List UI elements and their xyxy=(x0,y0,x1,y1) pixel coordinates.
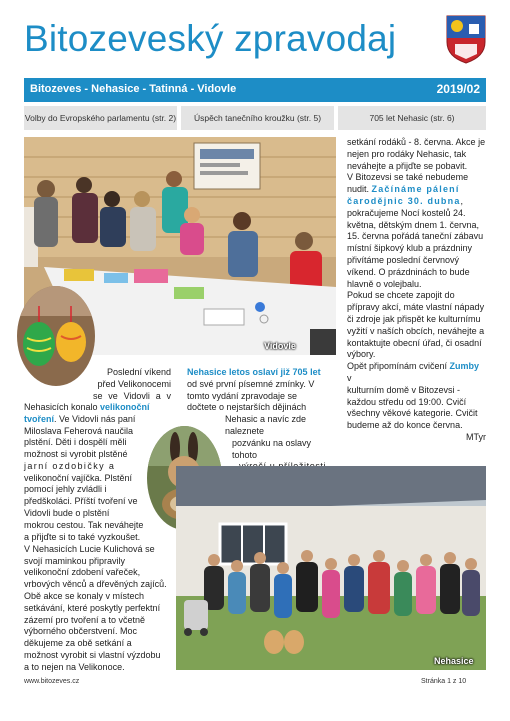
header-bar xyxy=(24,78,486,102)
issue-number: 2019/02 xyxy=(436,82,480,96)
author-signature: MTyr xyxy=(466,431,486,442)
article-easter: Nehasicích konalo velikonoční tvoření. Ve Vidovli nás paní Miloslava Feherová naučila plstění. Děti i dospělí měli xyxy=(24,402,150,448)
coat-of-arms-icon xyxy=(445,14,487,64)
article-nehasice-705: Nehasice letos oslaví již 705 let od své první písemné zmínky. V tomto vydání zpravodaje se dočtete o nejstarších dějinách Nehasic a navíc zde naleznete pozvánku na oslavy tohoto xyxy=(187,367,335,473)
villages-list: Bitozeves - Nehasice - Tatinná - Vidovle xyxy=(30,83,237,95)
newsletter-title: Bitozeveský zpravodaj xyxy=(24,18,397,59)
highlight-705-years: Nehasice letos oslaví již 705 let xyxy=(187,367,321,377)
article-easter-cont: možnost si vyrobit plstěné jarní ozdobičky a velikonoční vajíčka. Plstění pomocí jehly zvládli i předškoláci. Příští tvoření ve Vidovli bude o plstění mokrou cestou. Tak neváhejte xyxy=(24,449,144,530)
tab-elections[interactable]: Volby do Evropského parlamentu (str. 2) xyxy=(24,106,177,130)
article-easter-intro: Poslední víkend před Velikonocemi se ve Vidovli a v xyxy=(93,367,171,401)
photo-label-vidovle: Vidovle xyxy=(264,341,296,351)
photo-felted-eggs xyxy=(17,286,95,386)
tab-705-years[interactable]: 705 let Nehasic (str. 6) xyxy=(338,106,486,130)
photo-nehasice-group xyxy=(176,466,486,670)
article-easter-nehasice: a přijďte si to také vyzkoušet. V Nehasicích Lucie Kulichová se svojí maminkou připravily velikonoční zdobení vařeček, vrbových věnců a dřevěných zajíců. Obě akce se konaly v místech setkávání, které poskytly perfektní zázemí pro tvoření a to včetně výborného občerstvení. Moc děkujeme za obě setkání a možnost vyrobit si vlastní výzdobu a to nejen na Velikonoce. xyxy=(24,532,167,672)
contents-tabs xyxy=(24,106,486,130)
highlight-easter-crafting: velikonoční xyxy=(100,402,150,412)
website-link[interactable]: www.bitozeves.cz xyxy=(24,678,80,685)
page-number: Stránka 1 z 10 xyxy=(421,678,467,685)
highlight-zumba: Zumby xyxy=(449,361,480,372)
article-events: setkání rodáků - 8. června. Akce je nejen pro rodáky Nehasic, tak neváhejte a přijďte se pobavit. V Bitozevsi se také nebudeme nudit. Začínáme pálení čarodějnic 30. dubna, pokračujeme Nocí kostelů 24. května, dětským dnem 1. června, 15. června pořádá taneční zábavu místní šipkový klub a prázdniny přivítáme poslední červnový víkend. O prázdninách to bude hlavně o volejbalu. Pokud se chcete zapojit do přípravy akcí, máte vlastní nápady či zdroje jak přispět ke kulturnímu vyžití v naších obcích, neváhejte a kontaktujte obecní úřad, či osadní výbory. Opět připomínám cvičení Zumby v kulturním domě v Bitozevsi - každou středu od 19:00. Cvičí všechny věkové kategorie. Cvičit budeme až do konce června. MTyr xyxy=(347,137,486,442)
highlight-witches-burning: Začínáme pálení xyxy=(371,184,460,195)
tab-dance-success[interactable]: Úspěch tanečního kroužku (str. 5) xyxy=(181,106,334,130)
photo-label-nehasice: Nehasice xyxy=(434,656,474,666)
